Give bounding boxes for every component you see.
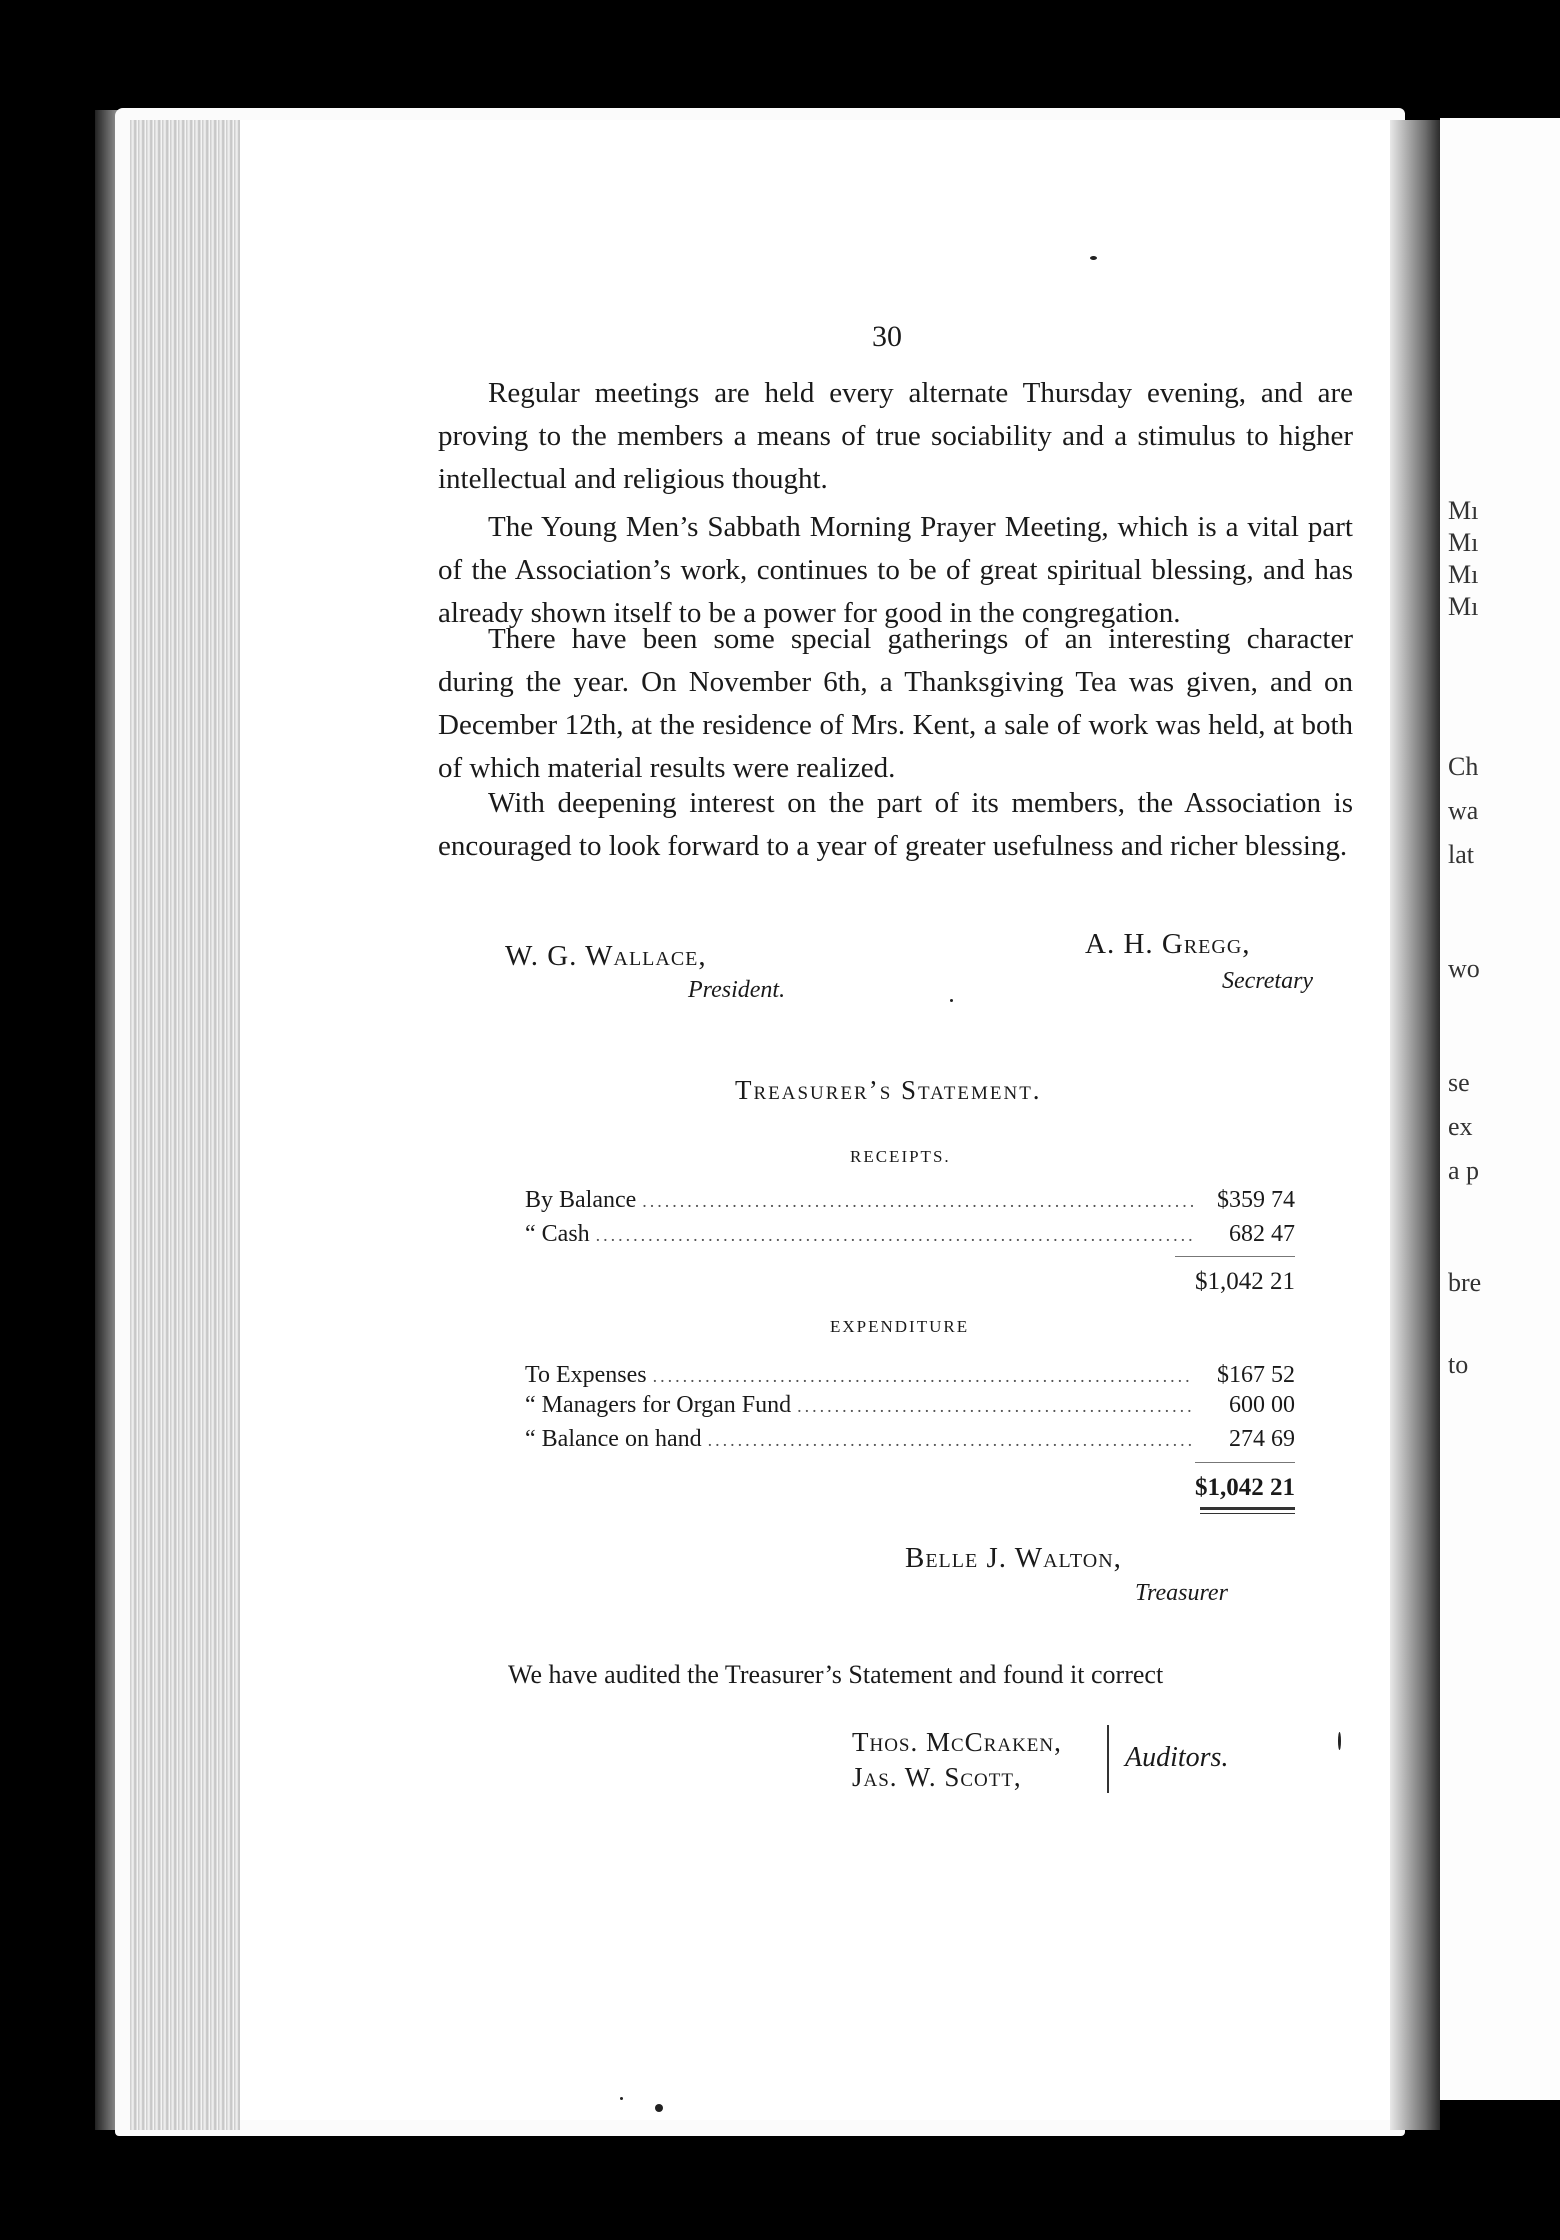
expenditure-total: $1,042 21	[1195, 1474, 1295, 1501]
next-page-fragment: Mı	[1448, 528, 1479, 557]
ledger-label: “ Cash	[525, 1221, 590, 1247]
next-page-fragment: Mı	[1448, 592, 1479, 621]
leader-dots	[596, 1225, 1193, 1246]
next-page-fragment: lat	[1448, 840, 1474, 869]
ledger-row	[525, 1187, 1295, 1214]
leader-dots	[797, 1396, 1193, 1417]
ledger-label: To Expenses	[525, 1362, 647, 1388]
ink-speck	[1090, 256, 1097, 260]
paragraph-prayer-meeting: The Young Men’s Sabbath Morning Prayer Meeting, which is a vital part of the Association’s work, continues to be of great spiritual blessing, and has already shown itself to be a power for good in the congregation.	[438, 511, 1353, 629]
next-page-fragment: wa	[1448, 796, 1479, 825]
next-page-fragment: Mı	[1448, 496, 1479, 525]
ledger-label: “ Managers for Organ Fund	[525, 1392, 792, 1418]
ink-speck	[620, 2097, 623, 2100]
leader-dots	[653, 1366, 1193, 1387]
paragraph-gatherings: There have been some special gatherings of an interesting character during the year. On November 6th, a Thanksgiving Tea was given, and on December 12th, at the residence of Mrs. Kent, a sale of work was held, at both of which material results were realized.	[438, 623, 1353, 784]
ledger-row	[525, 1362, 1295, 1389]
ledger-row	[525, 1392, 1295, 1419]
ledger-label: By Balance	[525, 1187, 637, 1213]
secretary-name: A. H. Gregg,	[1085, 928, 1251, 960]
ledger-amount: $167 52	[1217, 1362, 1295, 1388]
total-rule	[1195, 1462, 1295, 1463]
next-page-fragment: ex	[1448, 1112, 1473, 1141]
ledger-row	[525, 1426, 1295, 1453]
next-page-fragment: wo	[1448, 954, 1480, 983]
auditors-role: Auditors.	[1125, 1742, 1229, 1773]
ledger-amount: 600 00	[1229, 1392, 1295, 1418]
leader-dots	[708, 1430, 1193, 1451]
ink-speck	[1338, 1732, 1341, 1750]
double-rule	[1200, 1507, 1295, 1510]
auditor-name: Thos. McCraken,	[852, 1727, 1062, 1757]
page-number: 30	[872, 320, 902, 353]
next-page-fragment: a p	[1448, 1156, 1480, 1185]
ledger-amount: 274 69	[1229, 1426, 1295, 1452]
auditor-name: Jas. W. Scott,	[852, 1762, 1022, 1792]
total-rule	[1175, 1256, 1295, 1257]
ink-speck	[950, 999, 953, 1002]
ledger-amount: 682 47	[1229, 1221, 1295, 1247]
next-page-fragment: bre	[1448, 1268, 1482, 1297]
leader-dots	[642, 1191, 1193, 1212]
president-role: President.	[688, 977, 786, 1003]
statement-heading: Treasurer’s Statement.	[735, 1075, 1042, 1105]
ink-speck	[655, 2104, 663, 2112]
receipts-total: $1,042 21	[1195, 1268, 1295, 1295]
double-rule	[1200, 1513, 1295, 1514]
next-page-fragment: to	[1448, 1350, 1469, 1379]
treasurer-name: Belle J. Walton,	[905, 1542, 1122, 1574]
auditor-brace	[1107, 1725, 1117, 1793]
paragraph-meetings: Regular meetings are held every alternate Thursday evening, and are proving to the members a means of true sociability and a stimulus to higher intellectual and religious thought.	[438, 377, 1353, 495]
next-page-fragment: se	[1448, 1068, 1470, 1097]
audit-statement: We have audited the Treasurer’s Statement and found it correct	[508, 1660, 1164, 1689]
president-name: W. G. Wallace,	[505, 940, 707, 972]
ledger-amount: $359 74	[1217, 1187, 1295, 1213]
secretary-role: Secretary	[1222, 968, 1314, 994]
ledger-row	[525, 1221, 1295, 1248]
next-page-fragment: Ch	[1448, 752, 1479, 781]
ledger-label: “ Balance on hand	[525, 1426, 702, 1452]
treasurer-role: Treasurer	[1135, 1580, 1228, 1606]
next-page-fragment: Mı	[1448, 560, 1479, 589]
expenditure-heading: EXPENDITURE	[830, 1317, 970, 1336]
receipts-heading: RECEIPTS.	[850, 1147, 951, 1166]
paragraph-outlook: With deepening interest on the part of its members, the Association is encouraged to look forward to a year of greater usefulness and richer blessing.	[438, 787, 1353, 862]
